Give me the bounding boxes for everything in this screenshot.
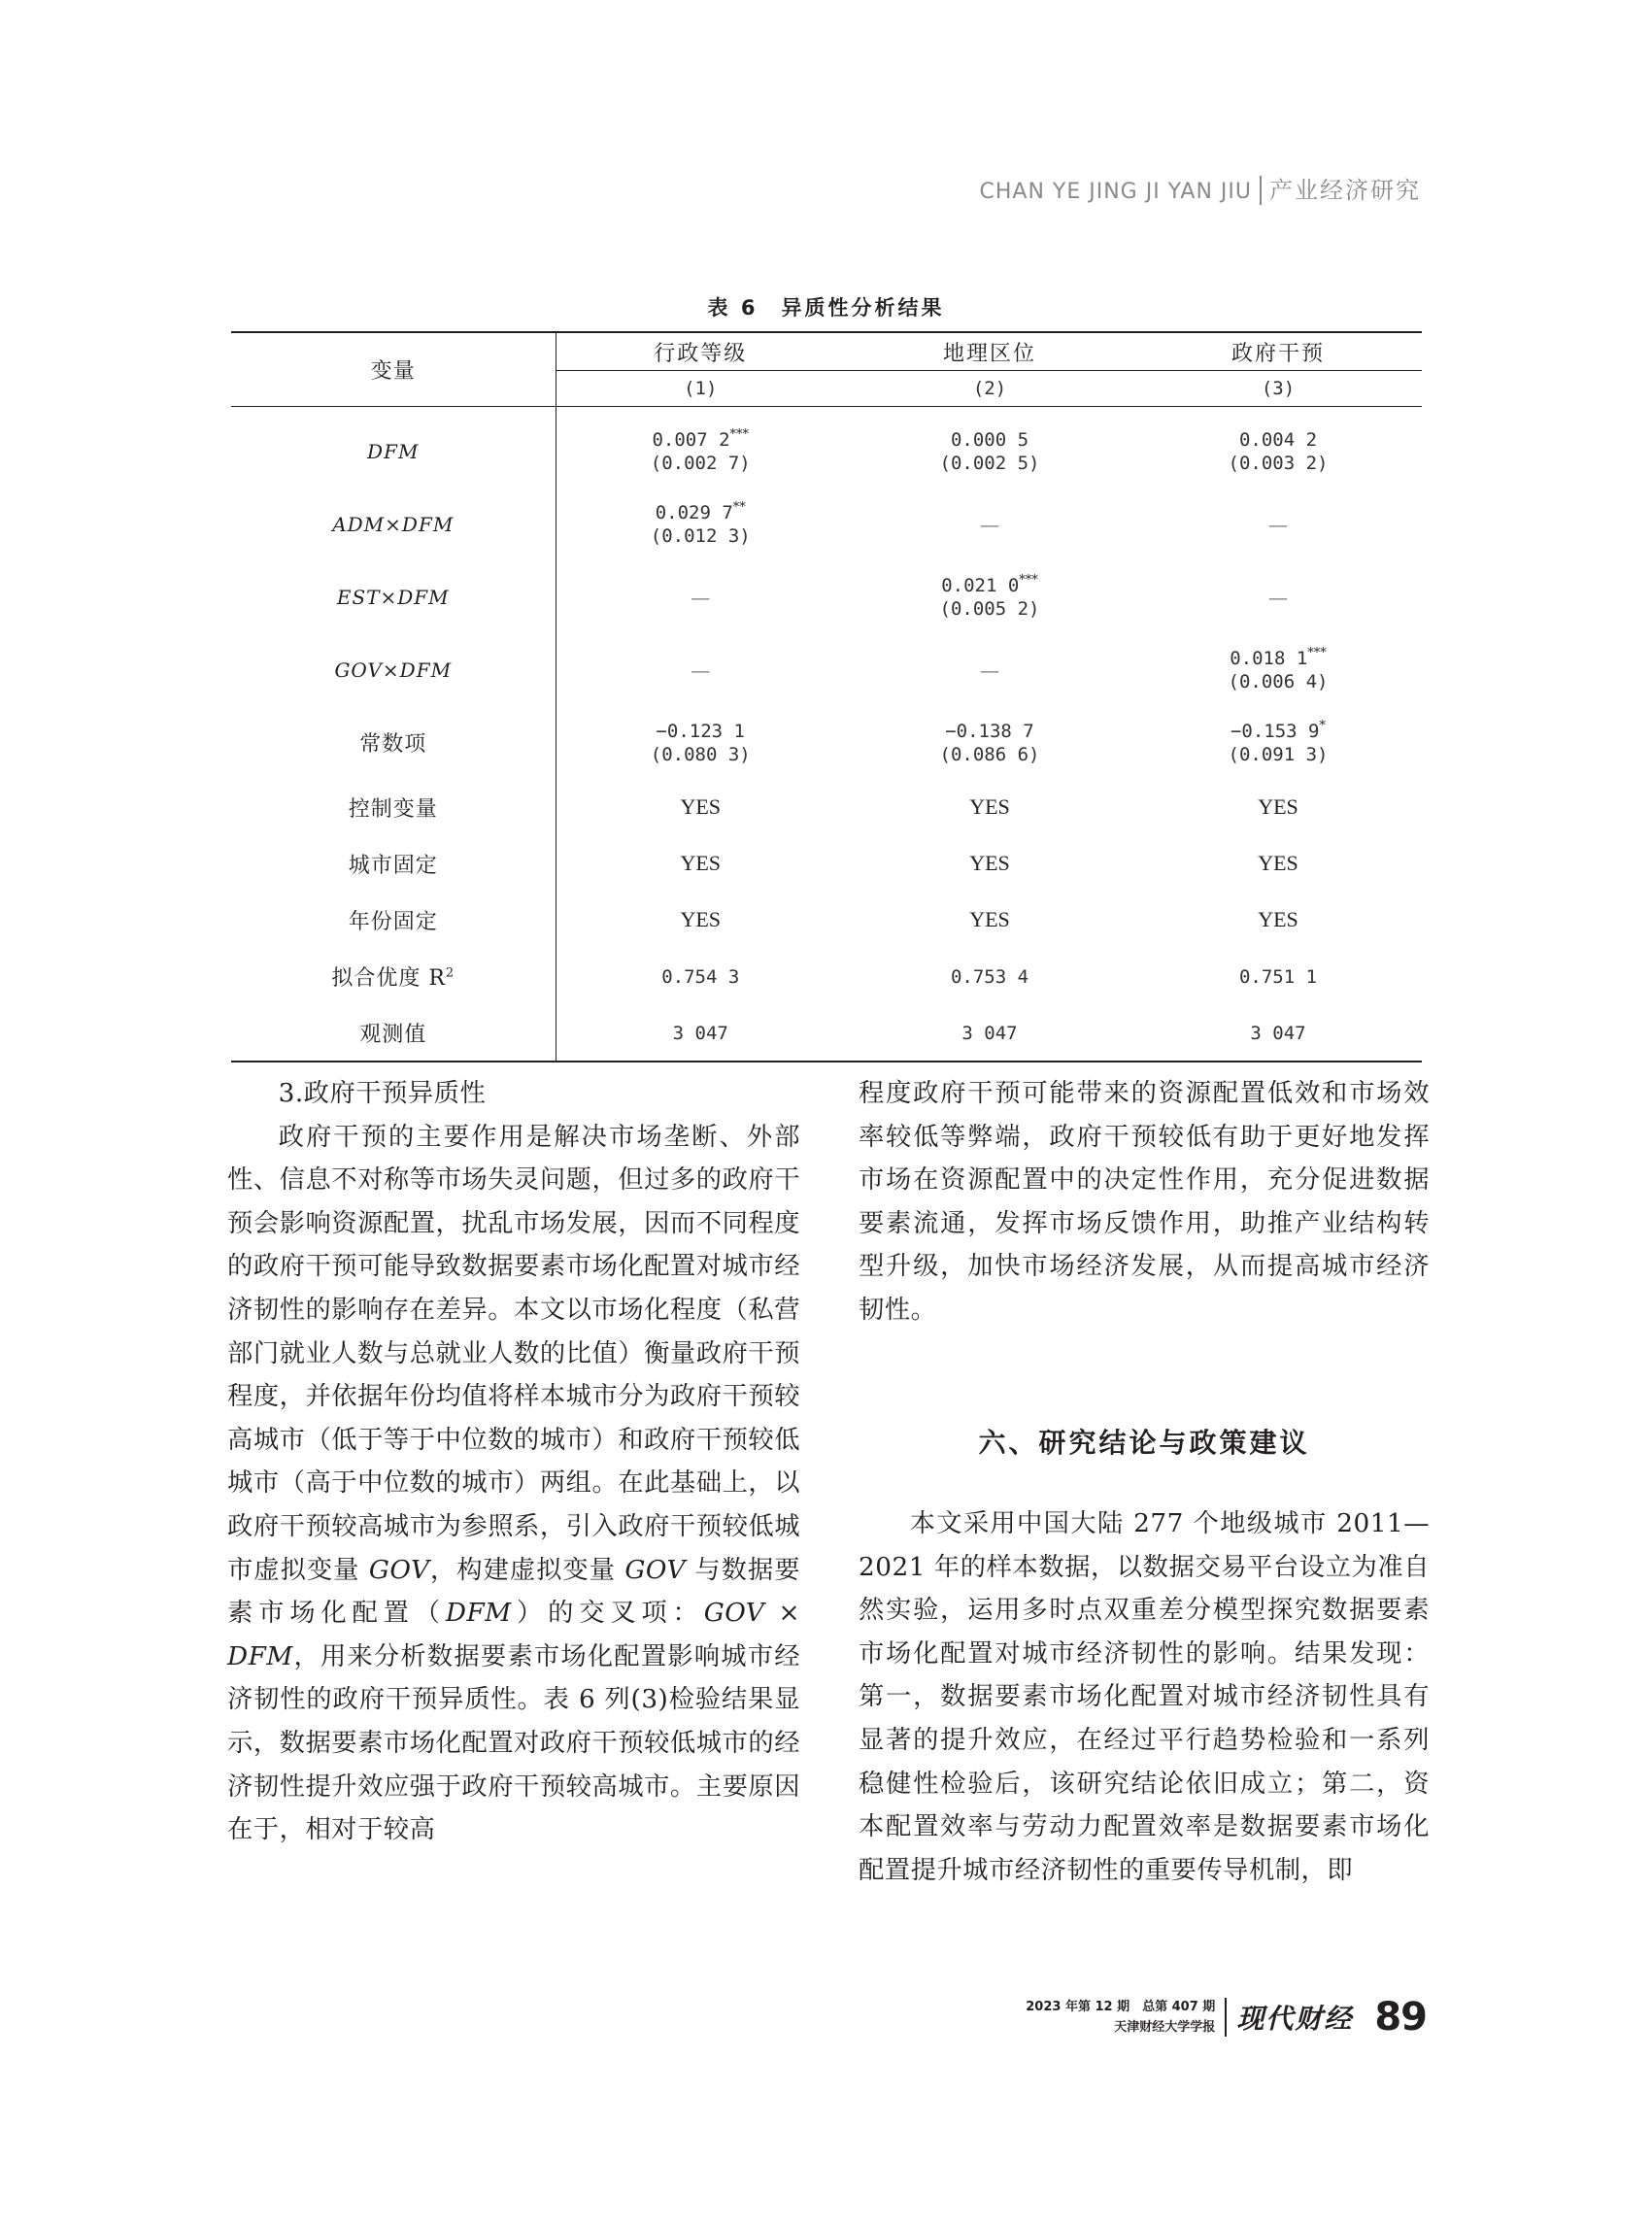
coefficient-value: — [980,658,999,682]
column-header-1: 行政等级 [556,332,845,371]
coefficient [556,427,846,452]
coefficient-value: — [980,512,999,536]
significance-stars: *** [729,427,750,442]
coefficient [845,573,1134,597]
table-cell [556,1004,845,1062]
table-header-row [231,332,1422,371]
cell-value: 0.751 1 [1238,965,1318,988]
coefficient [556,658,846,682]
cell-value: 3 047 [672,1022,728,1044]
page-footer [1026,1995,1427,2040]
standard-error: (0.012 3) [650,525,751,547]
page-number: 89 [1374,1995,1427,2040]
table-cell [1134,560,1422,633]
coefficient [845,658,1134,682]
significance-stars: * [1319,719,1326,733]
variable-gov: GOV [624,1555,686,1585]
coefficient-value: 0.018 1 [1230,648,1308,669]
row-label-text: 常数项 [359,732,427,757]
table-row [231,779,1422,835]
variable-interaction: GOV × DFM [227,1599,800,1671]
column-number-3: (3) [1134,371,1422,407]
running-header [980,171,1422,205]
table-cell [556,706,845,779]
table-row [231,948,1422,1004]
standard-error: (0.006 4) [1228,671,1329,692]
stub-header: 变量 [231,332,556,407]
row-label-text: ADM×DFM [332,512,455,536]
row-label-text: 观测值 [359,1022,427,1047]
cell-value: YES [969,907,1010,931]
footer-issue: 2023 年第 12 期 总第 407 期 [1026,2000,1216,2014]
table-cell [556,948,845,1004]
table-row [231,1004,1422,1062]
cell-value: YES [1258,794,1298,819]
significance-stars: *** [1307,646,1327,660]
table-cell [556,560,845,633]
footer-divider [1225,1998,1227,2037]
table-row [231,633,1422,706]
section-title: 六、研究结论与政策建议 [978,1427,1310,1459]
footer-journal: 天津财经大学学报 [1114,2020,1216,2035]
row-label-text: GOV×DFM [334,658,453,682]
coefficient [1134,646,1422,670]
table-row [231,892,1422,948]
table-cell [845,706,1134,779]
superscript: 2 [445,965,455,981]
table-row [231,706,1422,779]
coefficient-value: 0.021 0 [941,575,1020,596]
standard-error: (0.005 2) [939,598,1040,620]
table-cell [845,1004,1134,1062]
cell-value: 0.754 3 [661,965,740,988]
variable-gov: GOV [368,1555,430,1585]
text-span: ，用来分析数据要素市场化配置影响城市经济韧性的政府干预异质性。表 6 列(3)检验结果显示，数据要素市场化配置对政府干预较低城市的经济韧性提升效应强于政府干预较高城市。主要原因在于，相对于较高 [227,1641,800,1845]
coefficient-value: −0.153 9 [1230,721,1320,742]
table-cell [1134,948,1422,1004]
paragraph-continuation: 程度政府干预可能带来的资源配置低效和市场效率较低等弊端，政府干预较低有助于更好地发挥市场在资源配置中的决定性作用，充分促进数据要素流通，发挥市场反馈作用，助推产业结构转型升级，加快市场经济发展，从而提高城市经济韧性。 [859,1079,1430,1325]
subheading-gov-heterogeneity: 3.政府干预异质性 [278,1079,487,1108]
coefficient-value: — [1268,512,1288,536]
cell-value: YES [1258,851,1298,875]
coefficient [556,586,846,609]
row-label [231,779,556,835]
paragraph-gov-heterogeneity [227,1116,800,1852]
table-cell [556,488,845,560]
coefficient-value: — [691,658,711,682]
row-label-text: 城市固定 [348,853,438,878]
table-title: 表 6 异质性分析结果 [707,296,945,320]
table-cell [845,488,1134,560]
table-cell [556,407,845,489]
running-header-column-title: 产业经济研究 [1269,177,1421,204]
coefficient-value: 0.007 2 [652,429,730,451]
coefficient [845,719,1134,743]
coefficient-value: 0.004 2 [1238,429,1318,451]
table-cell [556,892,845,948]
standard-error: (0.002 7) [650,453,751,474]
text-span: ，构建虚拟变量 [429,1555,625,1585]
cell-value: YES [680,907,722,931]
significance-stars: *** [1019,573,1038,588]
table-body [231,407,1422,1062]
table-row [231,835,1422,892]
standard-error: (0.003 2) [1228,453,1329,474]
table-cell [845,835,1134,892]
left-column [227,1072,800,1852]
row-label [231,633,556,706]
table-cell [1134,1004,1422,1062]
row-label [231,407,556,489]
right-column-bottom [859,1502,1430,1892]
row-label-text: DFM [367,439,420,463]
table-cell [1134,407,1422,489]
table-cell [845,779,1134,835]
standard-error: (0.080 3) [650,744,751,765]
coefficient [845,427,1134,452]
text-span: 与数据要素市场化配置（ [227,1555,801,1629]
coefficient-value: — [1268,585,1288,609]
text-span: 政府干预的主要作用是解决市场垄断、外部性、信息不对称等市场失灵问题，但过多的政府干预会影响资源配置，扰乱市场发展，因而不同程度的政府干预可能导致数据要素市场化配置对城市经济韧性的影响存在差异。本文以市场化程度（私营部门就业人数与总就业人数的比值）衡量政府干预程度，并依据年份均值将样本城市分为政府干预较高城市（低于等于中位数的城市）和政府干预较低城市（高于中位数的城市）两组。在此基础上，以政府干预较高城市为参照系，引入政府干预较低城市虚拟变量 [227,1122,800,1585]
cell-value: 0.753 4 [950,965,1029,988]
coefficient [845,513,1134,536]
coefficient-value: — [691,585,711,609]
header-divider [1260,176,1262,205]
table-cell [1134,779,1422,835]
row-label [231,948,556,1004]
column-number-1: (1) [556,371,845,407]
row-label [231,706,556,779]
significance-stars: ** [732,500,746,515]
cell-value: YES [680,794,722,819]
table-cell [1134,835,1422,892]
row-label [231,1004,556,1062]
row-label [231,560,556,633]
journal-brand-logo: 现代财经 [1236,2003,1354,2035]
coefficient [1134,586,1422,609]
table-cell [1134,706,1422,779]
table-row [231,560,1422,633]
table-cell [556,835,845,892]
table-cell [845,407,1134,489]
coefficient [1134,719,1422,743]
column-header-3: 政府干预 [1134,332,1422,371]
row-label-text: 年份固定 [348,909,438,934]
row-label [231,892,556,948]
table-cell [1134,488,1422,560]
coefficient-value: −0.123 1 [656,721,745,742]
cell-value: YES [680,851,722,875]
standard-error: (0.086 6) [939,744,1040,765]
row-label-text: 拟合优度 R [331,965,446,991]
row-label-text: 控制变量 [348,796,438,822]
column-header-2: 地理区位 [845,332,1134,371]
column-number-2: (2) [845,371,1134,407]
standard-error: (0.002 5) [939,453,1040,474]
table-cell [556,633,845,706]
running-header-pinyin: CHAN YE JING JI YAN JIU [979,180,1252,204]
table-cell [845,948,1134,1004]
row-label-text: EST×DFM [336,585,450,609]
coefficient [556,719,846,743]
coefficient [1134,427,1422,452]
cell-value: YES [969,851,1010,875]
table-cell [845,560,1134,633]
coefficient [1134,513,1422,536]
cell-value: YES [1258,907,1298,931]
table-cell [556,779,845,835]
text-span: ）的交叉项： [511,1599,704,1629]
regression-table [231,331,1422,1062]
footer-issue-block [1026,1997,1215,2038]
paragraph-conclusions: 本文采用中国大陆 277 个地级城市 2011—2021 年的样本数据，以数据交易平台设立为准自然实验，运用多时点双重差分模型探究数据要素市场化配置对城市经济韧性的影响。结果发现：第一，数据要素市场化配置对城市经济韧性具有显著的提升效应，在经过平行趋势检验和一系列稳健性检验后，该研究结论依旧成立；第二，资本配置效率与劳动力配置效率是数据要素市场化配置提升城市经济韧性的重要传导机制，即 [859,1509,1430,1885]
variable-dfm: DFM [445,1599,512,1629]
row-label [231,835,556,892]
table-cell [845,892,1134,948]
cell-value: YES [969,794,1010,819]
table-cell [845,633,1134,706]
row-label [231,488,556,560]
coefficient-value: 0.000 5 [950,429,1029,451]
coefficient-value: −0.138 7 [945,721,1034,742]
cell-value: 3 047 [961,1022,1018,1044]
table-cell [1134,633,1422,706]
standard-error: (0.091 3) [1228,744,1329,765]
right-column-top [859,1072,1430,1332]
table-row [231,488,1422,560]
table-cell [1134,892,1422,948]
coefficient [556,500,846,524]
table-row [231,407,1422,489]
cell-value: 3 047 [1250,1022,1306,1044]
coefficient-value: 0.029 7 [655,502,733,523]
